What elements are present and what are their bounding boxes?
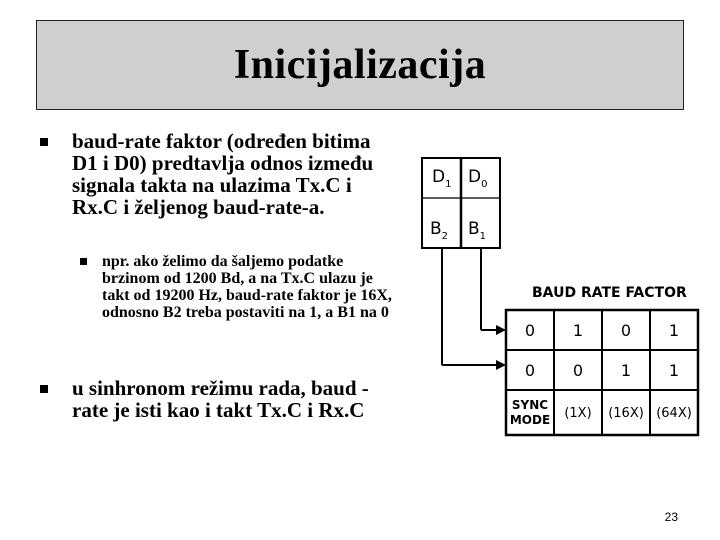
table-cell: 1 (620, 361, 632, 380)
baud-rate-factor-figure (410, 150, 710, 450)
sync-mode-label: MODE (509, 413, 551, 427)
bullet-item-1 (40, 130, 400, 218)
table-cell: 0 (620, 321, 632, 340)
table-cell: 1 (572, 321, 584, 340)
sub-bullet-item-1 (80, 253, 400, 321)
table-cell: 0 (524, 321, 536, 340)
baud-rate-factor-table (506, 310, 698, 435)
title-box (36, 20, 684, 110)
table-title: BAUD RATE FACTOR (532, 285, 687, 301)
table-cell: 1 (668, 321, 680, 340)
register-bit-d1: $D_1$ (432, 167, 452, 190)
bullet-square-icon (40, 138, 48, 146)
table-cell: 0 (524, 361, 536, 380)
sub-bullet-text: npr. ako želimo da šaljemo podatke brzinom od 1200 Bd, a na Tx.C ulazu je takt od 19200 Hz, baud-rate faktor je 16X, odnosno B2 treba postaviti na 1, a B1 na 0 (102, 253, 392, 321)
sync-mode-value: (64X) (656, 406, 692, 421)
bullet-text: u sinhronom režimu rada, baud -rate je isti kao i takt Tx.C i Rx.C (72, 376, 369, 422)
bullet-square-icon (40, 385, 48, 393)
register-bits (422, 158, 500, 248)
register-bit-b1: $B_1$ (468, 219, 487, 242)
page-number: 23 (664, 510, 678, 524)
sync-mode-value: (16X) (608, 406, 644, 421)
slide-title: Inicijalizacija (233, 42, 487, 88)
bullet-item-2 (40, 377, 400, 421)
register-bit-d0: $D_0$ (468, 167, 488, 190)
table-cell: 1 (668, 361, 680, 380)
sync-mode-value: (1X) (564, 406, 592, 421)
baud-rate-diagram (410, 150, 710, 450)
bullet-text: baud-rate faktor (određen bitima D1 i D0) predtavlja odnos između signala takta na ulazima Tx.C i Rx.C i željenog baud-rate-a. (72, 129, 374, 219)
connector-lines (442, 248, 506, 370)
register-bit-b2: $B_2$ (430, 219, 449, 242)
bullet-square-icon (80, 258, 87, 265)
sync-mode-label: SYNC (511, 398, 549, 412)
table-cell: 0 (572, 361, 584, 380)
